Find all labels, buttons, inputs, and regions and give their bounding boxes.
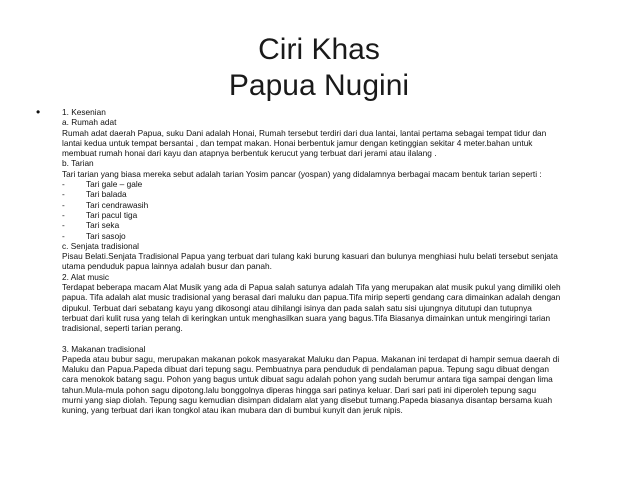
alat-music-heading: 2. Alat music [62, 271, 110, 282]
section-kesenian: 1. Kesenian [62, 107, 106, 117]
dance-list-item [62, 179, 608, 189]
dash-icon: - [62, 209, 65, 220]
paragraph-line: tahun.Mula-mula pohon sagu dipotong.lalu bonggolnya diperas hingga sari patinya keluar. Dari sari pati ini diperoleh tepung sagu [62, 384, 537, 395]
tarian-heading: b. Tarian [62, 158, 94, 169]
paragraph-line: Maluku dan Papua.Papeda dibuat dari tepung sagu. Pembuatnya para penduduk di pendalaman papua. Tepung sagu dibuat dengan [62, 364, 549, 375]
paragraph-line: terbuat dari kulit rusa yang telah di keringkan untuk menghasilkan suara yang bagus.Tifa Biasanya dimainkan untuk mengiringi tarian [62, 312, 551, 323]
paragraph-line: Terdapat beberapa macam Alat Musik yang ada di Papua salah satunya adalah Tifa yang merupakan alat musik pukul yang dimiliki oleh [62, 282, 561, 293]
dance-name: Tari seka [86, 220, 120, 231]
paragraph-line: membuat rumah honai dari kayu dan atapnya berbentuk kerucut yang terbuat dari jerami atau ilalang . [62, 148, 437, 159]
dance-name: Tari gale – gale [86, 179, 143, 190]
paragraph-line: papua. Tifa adalah alat music tradisional yang berasal dari maluku dan papua.Tifa mirip seperti gendang cara dimainkan adalah dengan [62, 292, 561, 303]
dance-list-item [62, 231, 608, 241]
paragraph-line: Papeda atau bubur sagu, merupakan makanan pokok masyarakat Maluku dan Papua. Makanan ini terdapat di hampir semua daerah di [62, 353, 560, 364]
paragraph-line: Tari tarian yang biasa mereka sebut adalah tarian Yosim pancar (yospan) yang didalamnya berbagai macam bentuk tarian seperti : [62, 168, 542, 179]
dance-list-item [62, 200, 608, 210]
makanan-heading: 3. Makanan tradisional [62, 343, 146, 354]
dash-icon: - [62, 220, 65, 231]
dance-list-item [62, 210, 608, 220]
dance-name: Tari sasojo [86, 230, 126, 241]
paragraph-line: dipukul. Terbuat dari sebatang kayu yang dikosongi atau dihilangi isinya dan pada salah satu sisi ujungnya ditutupi dan tutupnya [62, 302, 532, 313]
title-line-2: Papua Nugini [228, 69, 410, 102]
paragraph-line: tradisional, seperti tarian perang. [62, 323, 183, 334]
paragraph-line: utama penduduk papua lainnya adalah busur dan panah. [62, 261, 272, 272]
bullet-icon: • [36, 105, 41, 119]
dance-name: Tari balada [86, 189, 127, 200]
rumah-adat-heading: a. Rumah adat [62, 117, 117, 128]
dance-name: Tari pacul tiga [86, 209, 138, 220]
paragraph-line: murni yang siap diolah. Tepung sagu kemudian disimpan didalam alat yang disebut tumang.Papeda biasanya disantap bersama kuah [62, 395, 553, 406]
slide-title [0, 32, 638, 104]
title-line-1: Ciri Khas [258, 33, 380, 66]
body-text [62, 107, 608, 416]
dance-list-item [62, 220, 608, 230]
paragraph-line: Pisau Belati.Senjata Tradisional Papua yang terbuat dari tulang kaki burung kasuari dan bulunya menghiasi hulu belati tersebut senjata [62, 251, 558, 262]
paragraph-line: kuning, yang terbuat dari ikan tongkol atau ikan mubara dan di bumbui kunyit dan jeruk nipis. [62, 405, 403, 416]
spacer [62, 334, 608, 344]
dash-icon: - [62, 199, 65, 210]
dance-list-item [62, 189, 608, 199]
dash-icon: - [62, 189, 65, 200]
paragraph-line: Rumah adat daerah Papua, suku Dani adalah Honai, Rumah tersebut terdiri dari dua lantai, lantai pertama sebagai tempat tidur dan [62, 127, 547, 138]
paragraph-line: lantai kedua untuk tempat bersantai , dan tempat makan. Honai berbentuk jamur dengan ketinggian sekitar 4 meter.bahan untuk [62, 137, 533, 148]
dash-icon: - [62, 230, 65, 241]
dance-name: Tari cendrawasih [86, 199, 149, 210]
senjata-heading: c. Senjata tradisional [62, 240, 140, 251]
dash-icon: - [62, 179, 65, 190]
paragraph-line: cara menokok batang sagu. Pohon yang bagus untuk dibuat sagu adalah pohon yang sudah berumur antara tiga sampai dengan lima [62, 374, 553, 385]
